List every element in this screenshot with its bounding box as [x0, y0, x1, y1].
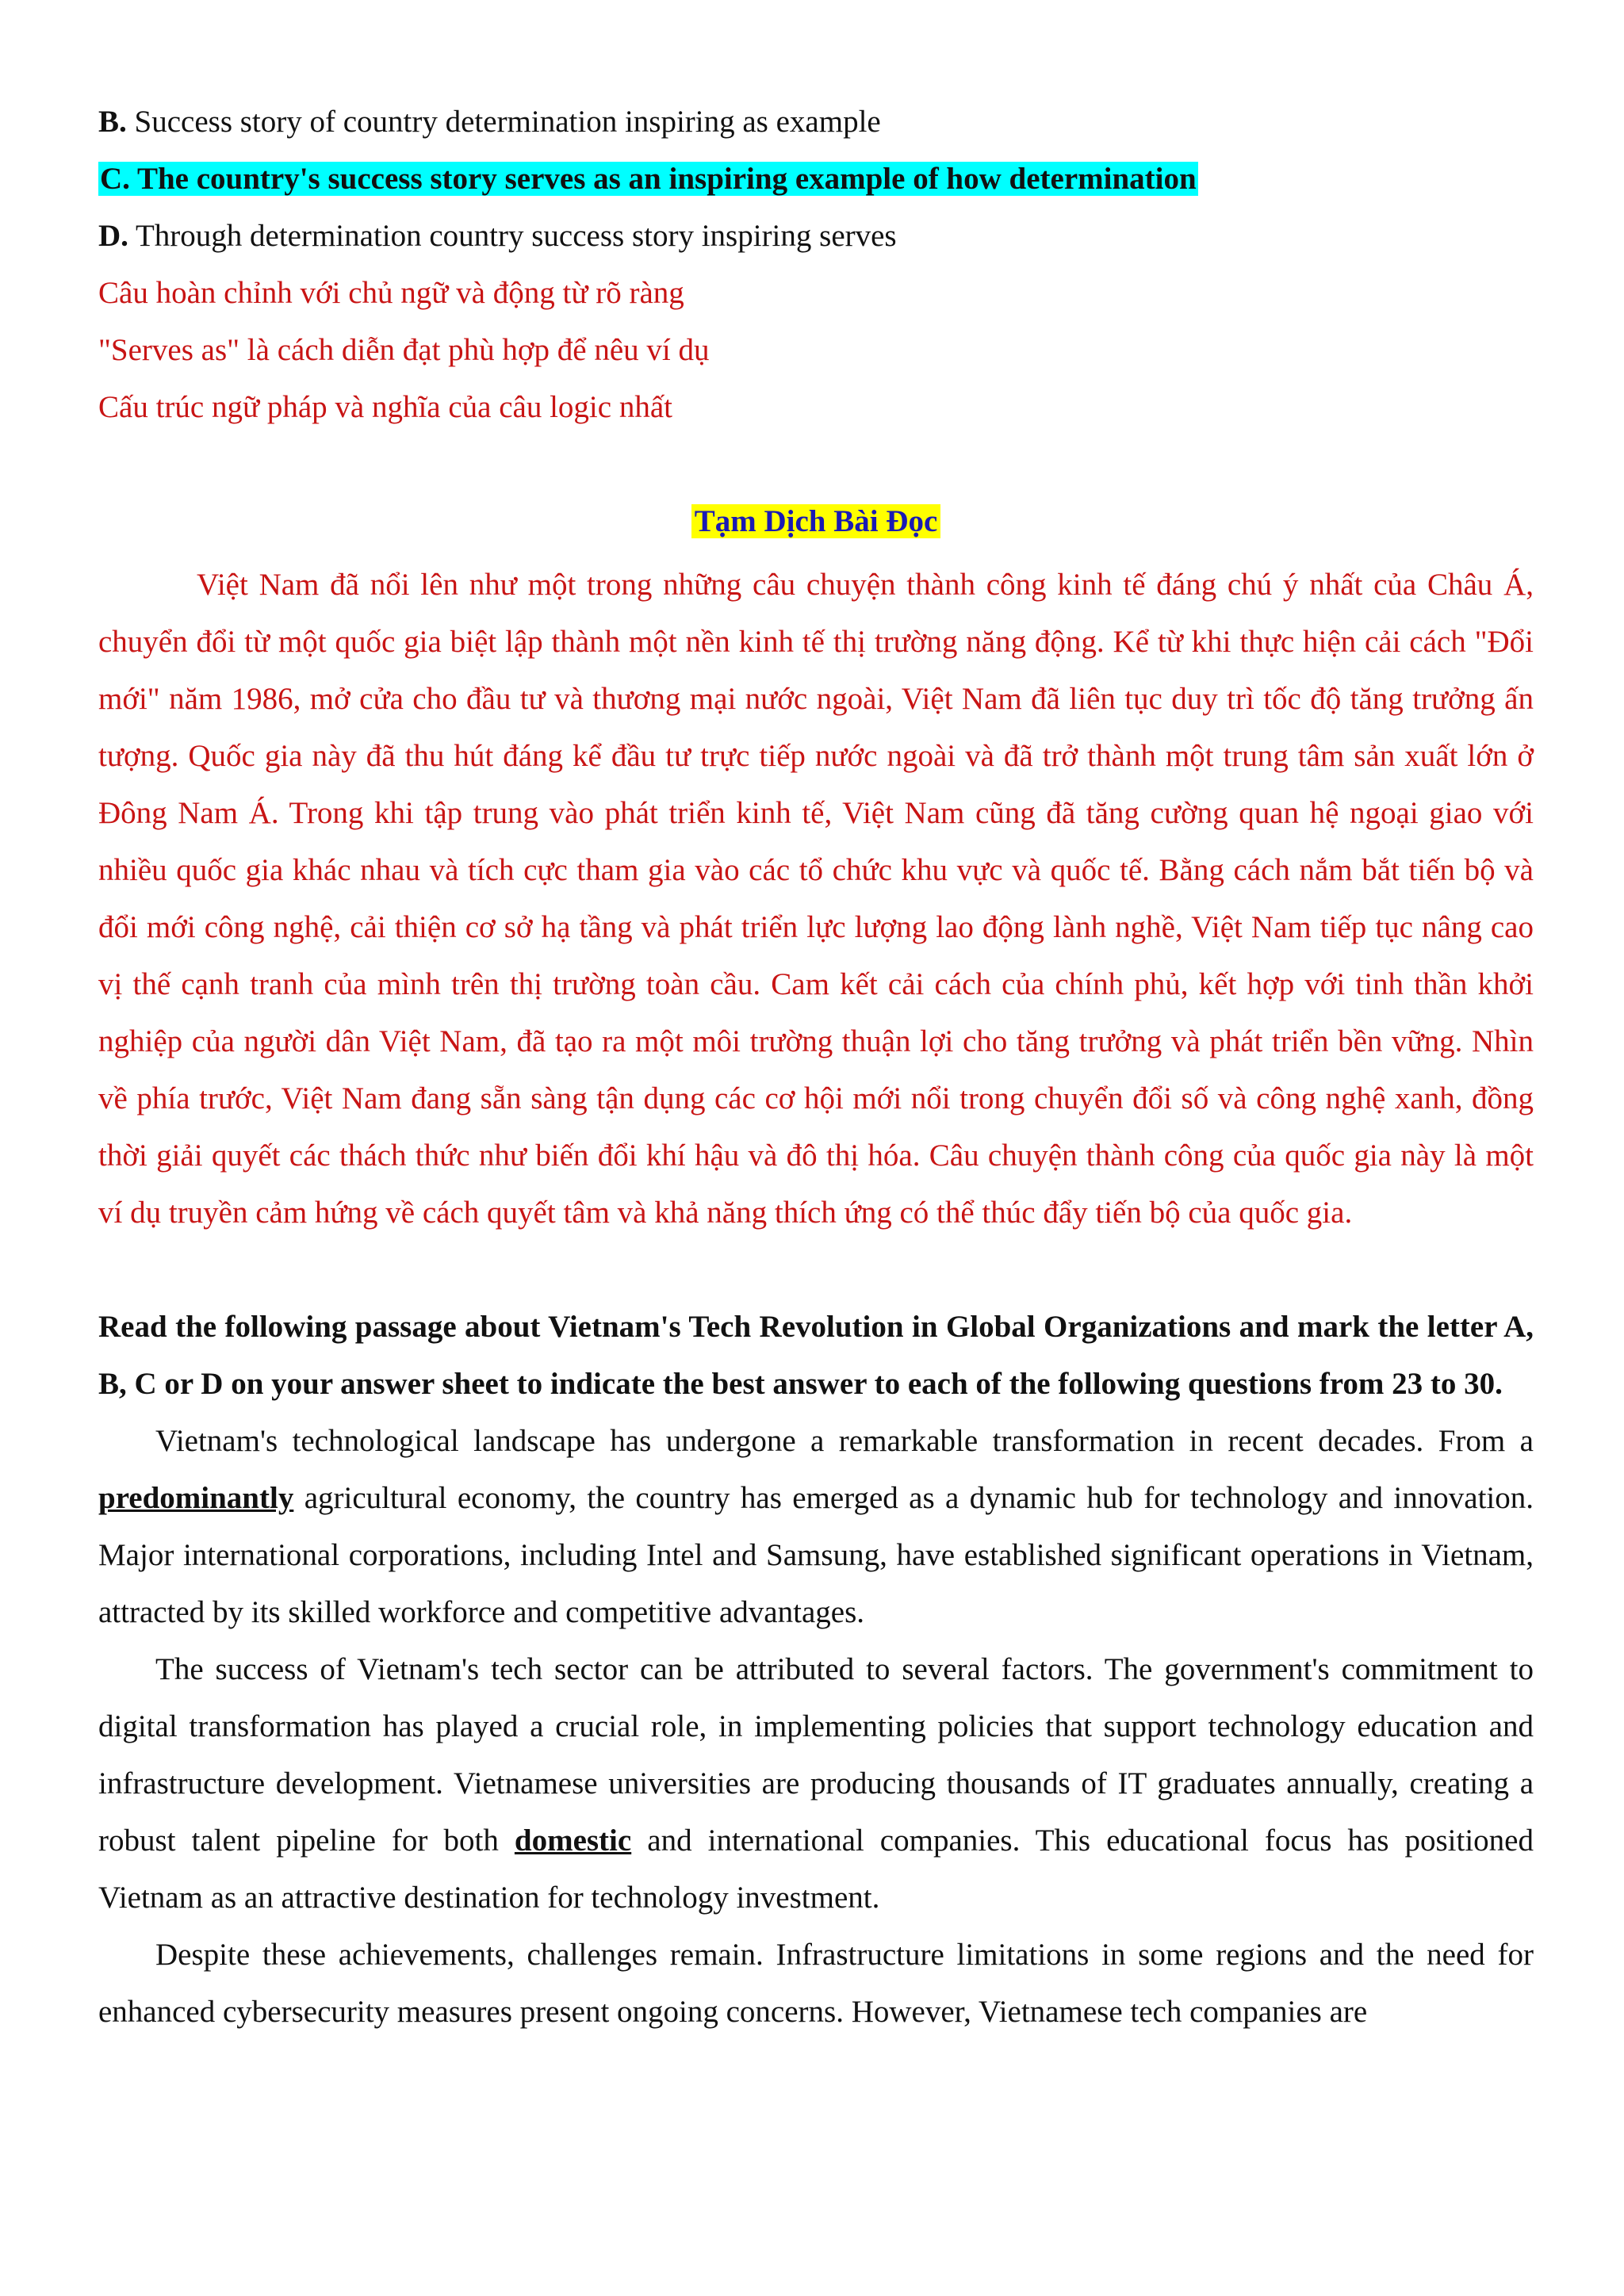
option-b — [98, 94, 1534, 151]
translation-heading — [98, 493, 1534, 557]
reading-instruction: Read the following passage about Vietnam's Tech Revolution in Global Organizations and mark the letter A, B, C or D on your answer sheet to indicate the best answer to each of the following questions from 23 to 30. — [98, 1310, 1534, 1401]
option-b-letter: B. — [98, 105, 127, 139]
passage-p2-before: The success of Vietnam's tech sector can be attributed to several factors. The government's commitment to digital transformation has played a crucial role, in implementing policies that support technology education and infrastructure development. Vietnamese universities are producing thousands of IT graduates annually, creating a robust talent pipeline for both — [98, 1652, 1534, 1858]
explanation-line-3: Cấu trúc ngữ pháp và nghĩa của câu logic nhất — [98, 390, 672, 424]
passage-paragraph-1 — [98, 1413, 1534, 1641]
translation-body: Việt Nam đã nổi lên như một trong những câu chuyện thành công kinh tế đáng chú ý nhất của Châu Á, chuyển đổi từ một quốc gia biệt lập thành một nền kinh tế thị trường năng động. Kể từ khi thực hiện cải cách "Đổi mới" năm 1986, mở cửa cho đầu tư và thương mại nước ngoài, Việt Nam đã liên tục duy trì tốc độ tăng trưởng ấn tượng. Quốc gia này đã thu hút đáng kể đầu tư trực tiếp nước ngoài và đã trở thành một trung tâm sản xuất lớn ở Đông Nam Á. Trong khi tập trung vào phát triển kinh tế, Việt Nam cũng đã tăng cường quan hệ ngoại giao với nhiều quốc gia khác nhau và tích cực tham gia vào các tổ chức khu vực và quốc tế. Bằng cách nắm bắt tiến bộ và đổi mới công nghệ, cải thiện cơ sở hạ tầng và phát triển lực lượng lao động lành nghề, Việt Nam tiếp tục nâng cao vị thế cạnh tranh của mình trên thị trường toàn cầu. Cam kết cải cách của chính phủ, kết hợp với tinh thần khởi nghiệp của người dân Việt Nam, đã tạo ra một môi trường thuận lợi cho tăng trưởng và phát triển bền vững. Nhìn về phía trước, Việt Nam đang sẵn sàng tận dụng các cơ hội mới nổi trong chuyển đổi số và công nghệ xanh, đồng thời giải quyết các thách thức như biến đổi khí hậu và đô thị hóa. Câu chuyện thành công của quốc gia này là một ví dụ truyền cảm hứng về cách quyết tâm và khả năng thích ứng có thể thúc đẩy tiến bộ của quốc gia. — [98, 568, 1534, 1230]
passage-paragraph-2 — [98, 1641, 1534, 1927]
option-c-highlighted: C. The country's success story serves as an inspiring example of how determination — [100, 162, 1197, 196]
option-d — [98, 208, 1534, 265]
passage-paragraph-3: Despite these achievements, challenges remain. Infrastructure limitations in some regions and the need for enhanced cybersecurity measures present ongoing concerns. However, Vietnamese tech companies are — [98, 1938, 1534, 2029]
explanation-line-2: "Serves as" là cách diễn đạt phù hợp để nêu ví dụ — [98, 333, 710, 367]
translation-title: Tạm Dịch Bài Đọc — [691, 504, 941, 538]
passage-p2-after: and international companies. This educational focus has positioned Vietnam as an attractive destination for technology investment. — [98, 1823, 1534, 1915]
option-b-text: Success story of country determination inspiring as example — [134, 105, 881, 139]
passage-p1-after: agricultural economy, the country has emerged as a dynamic hub for technology and innovation. Major international corporations, including Intel and Samsung, have established significant operations in Vietnam, attracted by its skilled workforce and competitive advantages. — [98, 1481, 1534, 1629]
option-d-letter: D. — [98, 219, 128, 253]
option-c — [98, 151, 1534, 208]
explanation-line-1: Câu hoàn chỉnh với chủ ngữ và động từ rõ ràng — [98, 276, 684, 310]
passage-p1-before: Vietnam's technological landscape has undergone a remarkable transformation in recent decades. From a — [155, 1424, 1534, 1458]
option-d-text: Through determination country success story inspiring serves — [135, 219, 897, 253]
underlined-word-predominantly: predominantly — [98, 1481, 294, 1515]
document-page — [98, 94, 1534, 2041]
underlined-word-domestic: domestic — [514, 1823, 632, 1858]
